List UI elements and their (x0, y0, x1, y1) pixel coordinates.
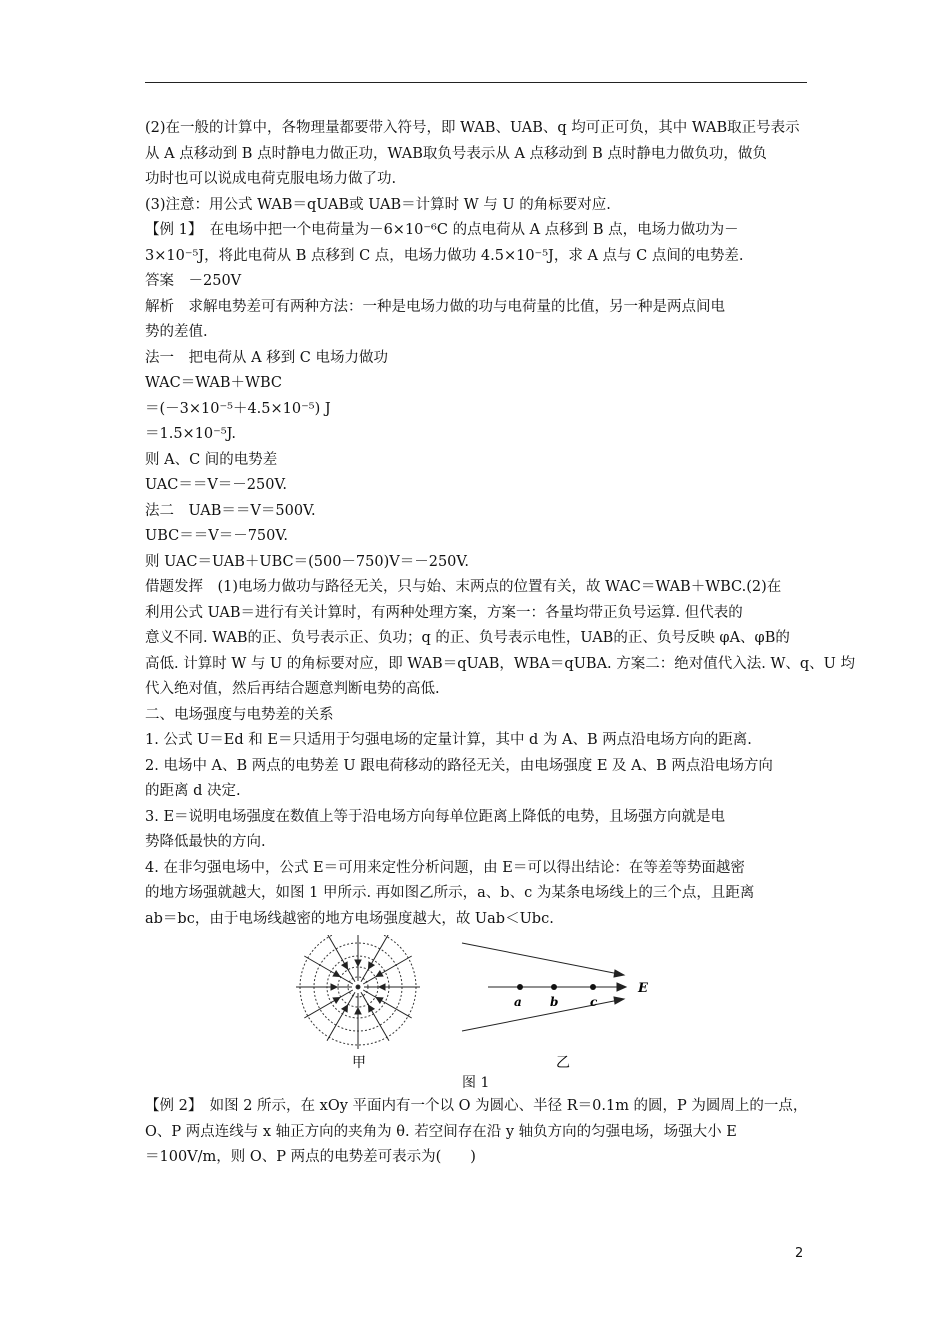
text-line: (2)在一般的计算中，各物理量都要带入符号，即 WAB、UAB、q 均可正可负，其中 WAB取正号表示 (145, 120, 800, 136)
text-line: UBC＝＝V＝－750V. (145, 528, 288, 544)
header-rule (145, 82, 807, 83)
radial-field-line (327, 935, 355, 982)
label-a: a (514, 995, 522, 1009)
label-E: E (638, 981, 648, 996)
text-line: 则 UAC＝UAB＋UBC＝(500－750)V＝－250V. (145, 553, 469, 570)
text-line: O、P 两点连线与 x 轴正方向的夹角为 θ. 若空间存在沿 y 轴负方向的匀强电场，场强大小 E (145, 1123, 737, 1140)
text-line: ＝(－3×10⁻⁵＋4.5×10⁻⁵) J (145, 400, 331, 417)
field-arrow (331, 984, 337, 990)
radial-field-line (363, 990, 411, 1018)
text-line: 【例 1】 在电场中把一个电荷量为－6×10⁻⁶C 的点电荷从 A 点移到 B 点，电场力做功为－ (145, 222, 739, 238)
text-line: 高低. 计算时 W 与 U 的角标要对应，即 WAB＝qUAB，WBA＝qUBA. 方案二：绝对值代入法. W、q、U 均 (145, 655, 855, 672)
text-line: ab＝bc，由于电场线越密的地方电场强度越大，故 Uab＜Ubc. (145, 910, 554, 927)
radial-field-line (363, 956, 411, 984)
text-line: 意义不同. WAB的正、负号表示正、负功；q 的正、负号表示电性，UAB的正、负号反映 φA、φB的 (145, 630, 790, 646)
field-arrow (355, 960, 361, 966)
text-line: 3×10⁻⁵J，将此电荷从 B 点移到 C 点，电场力做功 4.5×10⁻⁵J，求 A 点与 C 点间的电势差. (145, 247, 744, 264)
text-line: 势降低最快的方向. (145, 834, 266, 850)
radial-field-diagram (296, 935, 420, 1049)
point-c-dot (590, 984, 596, 990)
label-b: b (550, 995, 559, 1009)
figure-caption: 图 1 (462, 1075, 490, 1091)
example-2-text (145, 1093, 809, 1170)
figure-1 (290, 935, 670, 1075)
text-line: 解析 求解电势差可有两种方法：一种是电场力做的功与电荷量的比值，另一种是两点间电 (145, 298, 725, 315)
text-line: 功时也可以说成电荷克服电场力做了功. (145, 171, 397, 187)
text-line: 4. 在非匀强电场中，公式 E＝可用来定性分析问题，由 E＝可以得出结论：在等差等势面越密 (145, 859, 745, 876)
field-arrow (342, 1005, 348, 1012)
label-c: c (590, 995, 598, 1009)
text-line: UAC＝＝V＝－250V. (145, 477, 288, 493)
field-arrow (342, 962, 348, 969)
field-arrow (355, 1008, 361, 1014)
point-a-dot (517, 984, 523, 990)
figure-1-diagram (290, 935, 670, 1075)
text-line: 2. 电场中 A、B 两点的电势差 U 跟电荷移动的路径无关，由电场强度 E 及 A、B 两点沿电场方向 (145, 757, 773, 774)
text-line: 答案 －250V (145, 273, 242, 289)
text-line: 从 A 点移动到 B 点时静电力做正功，WAB取负号表示从 A 点移动到 B 点时静电力做负功，做负 (145, 145, 767, 162)
text-line: 的距离 d 决定. (145, 783, 241, 799)
field-arrow (369, 1005, 375, 1012)
text-line: 借题发挥 (1)电场力做功与路径无关，只与始、末两点的位置有关，故 WAC＝WAB＋WBC.(2)在 (145, 579, 782, 595)
converging-field-diagram (462, 943, 626, 1031)
field-arrow (333, 971, 340, 977)
text-line: 的地方场强就越大，如图 1 甲所示. 再如图乙所示，a、b、c 为某条电场线上的三个点，且距离 (145, 885, 755, 901)
text-line: 3. E＝说明电场强度在数值上等于沿电场方向每单位距离上降低的电势，且场强方向就是电 (145, 808, 726, 825)
text-line: ＝100V/m，则 O、P 两点的电势差可表示为( ) (145, 1149, 476, 1165)
text-line: 法一 把电荷从 A 移到 C 电场力做功 (145, 349, 389, 366)
text-line: 二、电场强度与电势差的关系 (145, 706, 334, 723)
text-line: 势的差值. (145, 324, 208, 340)
field-arrow (376, 998, 383, 1004)
text-line: 1. 公式 U＝Ed 和 E＝只适用于匀强电场的定量计算，其中 d 为 A、B 两点沿电场方向的距离. (145, 732, 752, 748)
field-arrow (333, 998, 340, 1004)
label-jia: 甲 (352, 1055, 366, 1071)
label-yi: 乙 (556, 1055, 570, 1071)
point-b-dot (551, 984, 557, 990)
page-number: 2 (795, 1246, 804, 1261)
radial-field-line (361, 992, 389, 1040)
radial-field-line (304, 956, 352, 984)
radial-field-line (304, 990, 352, 1018)
field-arrow (376, 971, 383, 977)
radial-field-line (327, 992, 355, 1040)
text-line: 法二 UAB＝＝V＝500V. (145, 502, 316, 519)
text-line: 【例 2】 如图 2 所示，在 xOy 平面内有一个以 O 为圆心、半径 R＝0.1m 的圆，P 为圆周上的一点， (145, 1098, 808, 1114)
field-arrow (379, 984, 385, 990)
text-line: 代入绝对值，然后再结合题意判断电势的高低. (145, 681, 440, 697)
text-line: 利用公式 UAB＝进行有关计算时，有两种处理方案，方案一：各量均带正负号运算. 但代表的 (145, 604, 743, 621)
text-line: (3)注意：用公式 WAB＝qUAB或 UAB＝计算时 W 与 U 的角标要对应. (145, 196, 611, 213)
text-line: 则 A、C 间的电势差 (145, 451, 278, 468)
text-line: ＝1.5×10⁻⁵J. (145, 426, 236, 442)
radial-field-line (361, 935, 389, 982)
text-line: WAC＝WAB＋WBC (145, 375, 282, 391)
main-text (145, 116, 855, 932)
field-arrow (369, 962, 375, 969)
